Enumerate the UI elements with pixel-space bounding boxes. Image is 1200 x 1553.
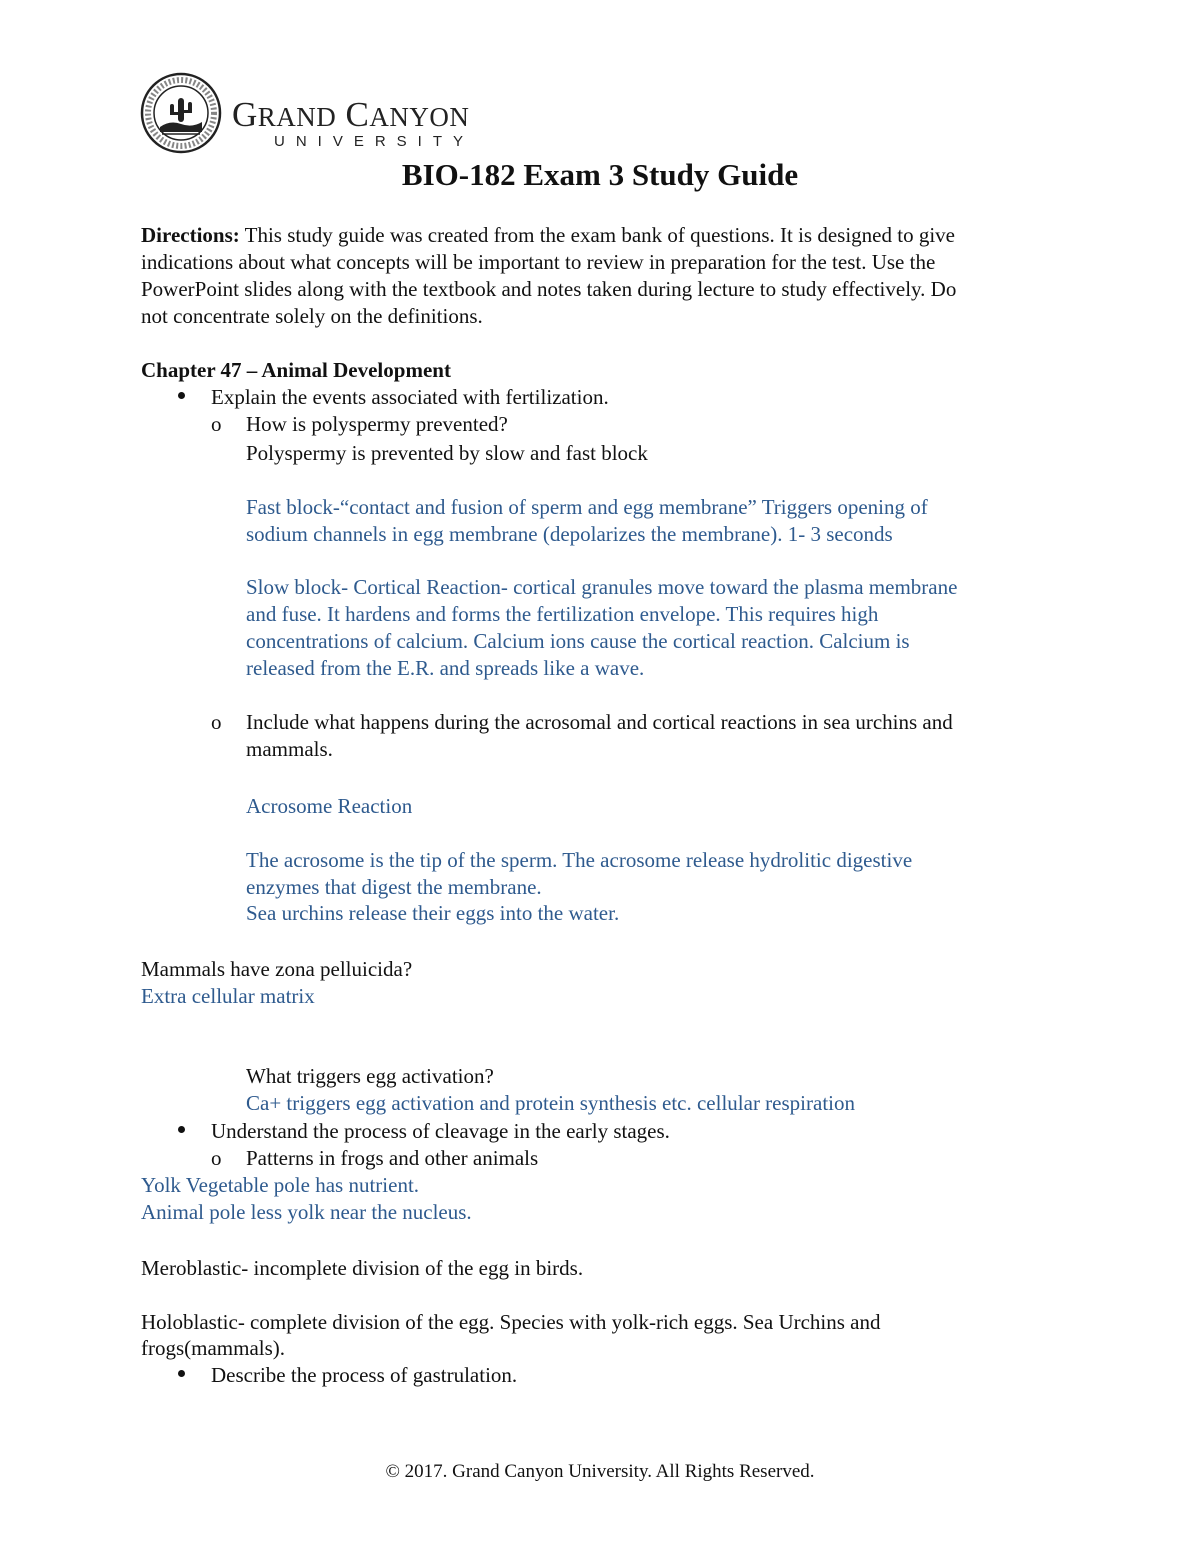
slow-block-line-4: released from the E.R. and spreads like a wave.: [246, 656, 645, 680]
bullet-icon: [178, 1126, 185, 1133]
polyspermy-answer: Polyspermy is prevented by slow and fast block: [246, 441, 648, 465]
slow-block-line-2: and fuse. It hardens and forms the fertilization envelope. This requires high: [246, 602, 879, 626]
page-title: BIO-182 Exam 3 Study Guide: [401, 157, 799, 192]
directions-line-3: PowerPoint slides along with the textbook and notes taken during lecture to study effectively. Do: [141, 277, 957, 301]
egg-activation-question: What triggers egg activation?: [246, 1064, 494, 1088]
chapter-heading: Chapter 47 – Animal Development: [141, 358, 451, 382]
university-seal-logo: [140, 72, 222, 154]
sub-bullet-icon: o: [211, 412, 222, 436]
slow-block-line-3: concentrations of calcium. Calcium ions cause the cortical reaction. Calcium is: [246, 629, 910, 653]
slow-block-line-1: Slow block- Cortical Reaction- cortical granules move toward the plasma membrane: [246, 575, 958, 599]
bullet-icon: [178, 1370, 185, 1377]
directions-line-4: not concentrate solely on the definitions.: [141, 304, 483, 328]
wordmark-c: C: [345, 95, 370, 134]
directions-label: Directions:: [141, 223, 240, 247]
acrosome-line-1: The acrosome is the tip of the sperm. The acrosome release hydrolitic digestive: [246, 848, 913, 872]
acrosome-heading: Acrosome Reaction: [246, 794, 413, 818]
sub-bullet-icon: o: [211, 710, 222, 734]
directions-text-1: This study guide was created from the exam bank of questions. It is designed to give: [239, 223, 955, 247]
meroblastic-definition: Meroblastic- incomplete division of the egg in birds.: [141, 1256, 584, 1280]
sub-bullet-polyspermy: How is polyspermy prevented?: [246, 412, 508, 436]
university-wordmark: [232, 96, 469, 136]
mammals-question: Mammals have zona pelluicida?: [141, 957, 413, 981]
bullet-cleavage: Understand the process of cleavage in the early stages.: [211, 1119, 670, 1143]
bullet-fertilization: Explain the events associated with fertilization.: [211, 385, 609, 409]
sub-bullet-acrosomal-line-2: mammals.: [246, 737, 333, 761]
sub-bullet-patterns: Patterns in frogs and other animals: [246, 1146, 539, 1170]
acrosome-line-2: enzymes that digest the membrane.: [246, 875, 542, 899]
acrosome-line-3: Sea urchins release their eggs into the water.: [246, 901, 620, 925]
directions-line-2: indications about what concepts will be important to review in preparation for the test. Use the: [141, 250, 936, 274]
bullet-gastrulation: Describe the process of gastrulation.: [211, 1363, 518, 1387]
egg-activation-answer: Ca+ triggers egg activation and protein synthesis etc. cellular respiration: [246, 1091, 855, 1115]
sub-bullet-icon: o: [211, 1146, 222, 1170]
sub-bullet-acrosomal-line-1: Include what happens during the acrosomal and cortical reactions in sea urchins and: [246, 710, 953, 734]
directions-line-1: [141, 222, 955, 249]
mammals-answer: Extra cellular matrix: [141, 984, 315, 1008]
wordmark-g: G: [232, 95, 258, 134]
bullet-icon: [178, 392, 185, 399]
wordmark-anyon: ANYON: [369, 102, 470, 132]
wordmark-rand: RAND: [257, 102, 337, 132]
yolk-line-1: Yolk Vegetable pole has nutrient.: [141, 1173, 420, 1197]
holoblastic-line-1: Holoblastic- complete division of the egg. Species with yolk-rich eggs. Sea Urchins and: [141, 1310, 881, 1334]
copyright-footer: © 2017. Grand Canyon University. All Rights Reserved.: [385, 1461, 815, 1482]
fast-block-line-2: sodium channels in egg membrane (depolarizes the membrane). 1- 3 seconds: [246, 522, 893, 546]
yolk-line-2: Animal pole less yolk near the nucleus.: [141, 1200, 472, 1224]
university-wordmark-subtitle: UNIVERSITY: [274, 133, 475, 150]
holoblastic-line-2: frogs(mammals).: [141, 1336, 286, 1360]
fast-block-line-1: Fast block-“contact and fusion of sperm and egg membrane” Triggers opening of: [246, 495, 928, 519]
